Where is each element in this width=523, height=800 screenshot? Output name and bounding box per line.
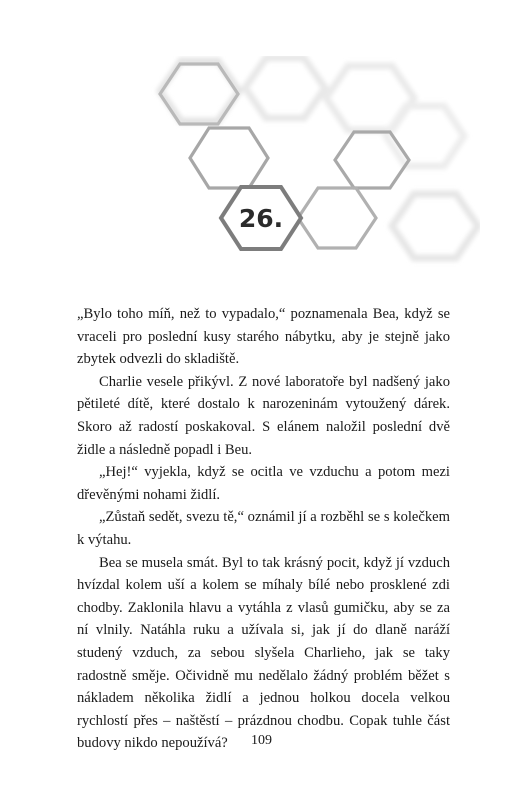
paragraph-2: Charlie vesele přikývl. Z nové laboratoře byl nadšený jako pětileté dítě, které dostalo k narozeninám vytoužený dárek. Skoro až radostí poskakoval. S elánem naložil poslední dvě židle a následně popadl i Beu.	[77, 373, 450, 458]
paragraph-1: „Bylo toho míň, než to vypadalo,“ poznamenala Bea, když se vraceli pro poslední kusy starého nábytku, aby je stejně jako zbytek odvezli do skladiště.	[77, 306, 450, 368]
hexagon-mid-4	[298, 188, 376, 248]
hexagon-faded-2	[245, 58, 325, 118]
chapter-number: 26.	[238, 204, 284, 233]
faded-hexagons	[160, 58, 478, 258]
hexagon-mid-2	[190, 128, 268, 188]
paragraph-3: „Hej!“ vyjekla, když se ocitla ve vzduchu a potom mezi dřevěnými nohami židlí.	[77, 464, 450, 503]
hexagon-faded-4	[386, 106, 464, 166]
paragraph-5: Bea se musela smát. Byl to tak krásný pocit, když jí vzduch hvízdal kolem uší a kolem se míhaly bílé nebo prosklené zdi chodby. Zaklonila hlavu a vytáhla z vlasů gumičku, aby se za ní vlnily. Natáhla ruku a užívala si, jak jí do dlaně naráží studený vzduch, za sebou slyšela Charlieho, jak se taky radostně směje. Očividně mu nedělalo žádný problém běžet s nákladem několika židlí a jednou holkou docela velkou rychlostí přes – naštěstí – prázdnou chodbu. Copak tuhle část budovy nikdo nepoužívá?	[77, 554, 450, 752]
body-text	[77, 303, 450, 755]
hexagon-chapter-ornament	[150, 56, 480, 282]
paragraph-4: „Zůstaň sedět, svezu tě,“ oznámil jí a rozběhl se s kolečkem k výtahu.	[77, 509, 450, 548]
hexagon-faded-5	[392, 194, 478, 258]
hexagon-faded-3	[326, 66, 414, 130]
page-number: 109	[251, 733, 272, 748]
